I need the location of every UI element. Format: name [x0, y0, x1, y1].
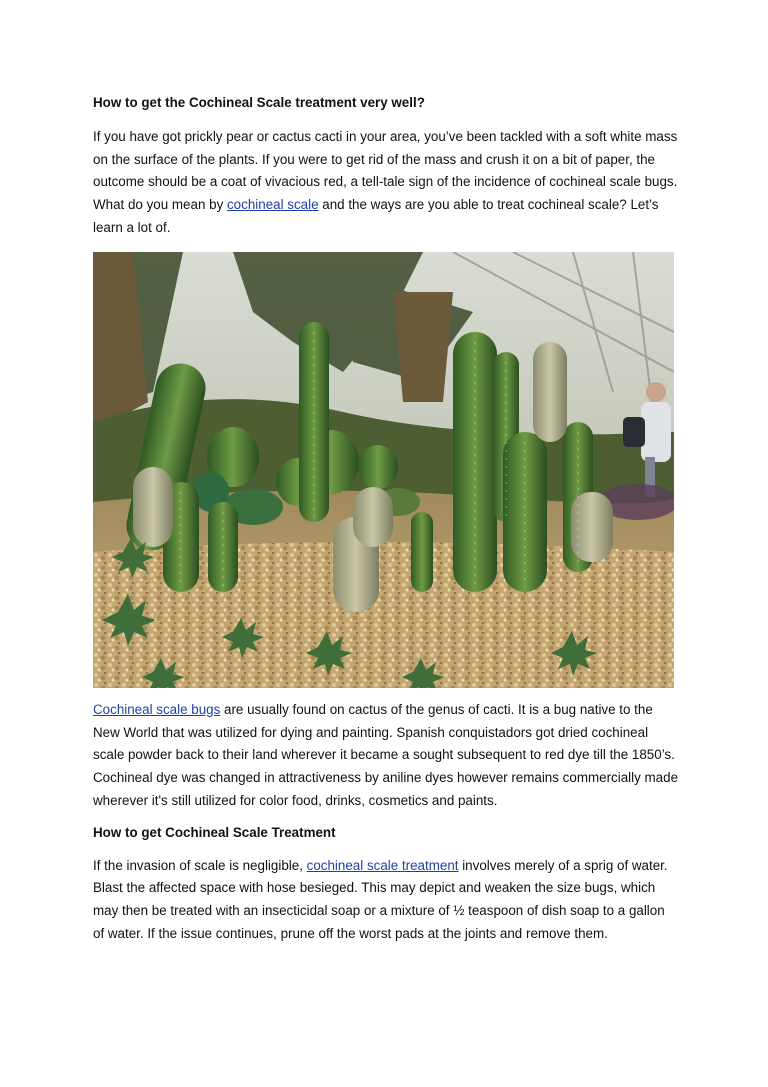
cochineal-bugs-paragraph	[93, 699, 678, 813]
cochineal-scale-bugs-link[interactable]: Cochineal scale bugs	[93, 701, 221, 717]
cactus-garden-photo	[93, 252, 674, 688]
cochineal-scale-link[interactable]: cochineal scale	[226, 197, 319, 213]
bugs-paragraph-text: are usually found on cactus of the genus of cacti. It is a bug native to the New World that was utilized for dying and painting. Spanish conquistadors got dried cochineal scale powder back to their land wherever it became a sought subsequent to red dye till the 1850’s. Cochineal dye was changed in attractiveness by aniline dyes however remains commercially made wherever it's still utilized for color food, drinks, cosmetics and paints.	[93, 701, 679, 808]
treatment-text-end: involves merely of a sprig of water. Blast the affected space with hose besieged. This may depict and weaken the size bugs, which may then be treated with an insecticidal soap or a mixture of ½ teaspoon of dish soap to a gallon of water. If the issue continues, prune off the worst pads at the joints and remove them.	[93, 857, 668, 941]
article-title: How to get the Cochineal Scale treatment very well?	[93, 95, 425, 110]
cochineal-scale-treatment-link[interactable]: cochineal scale treatment	[306, 857, 459, 873]
treatment-paragraph	[93, 855, 678, 946]
treatment-text-start: If the invasion of scale is negligible,	[93, 857, 307, 873]
intro-paragraph	[93, 126, 678, 240]
article-body	[93, 92, 678, 946]
intro-text-end: and the ways are you able to treat cochineal scale? Let’s learn a lot of.	[93, 197, 659, 235]
treatment-subheading: How to get Cochineal Scale Treatment	[93, 824, 336, 840]
intro-text-start: If you have got prickly pear or cactus cacti in your area, you’ve been tackled with a soft white mass on the surface of the plants. If you were to get rid of the mass and crush it on a bit of paper, the outcome should be a coat of vivacious red, a tell-tale sign of the incidence of cochineal scale bugs. What do you mean by	[93, 128, 678, 213]
